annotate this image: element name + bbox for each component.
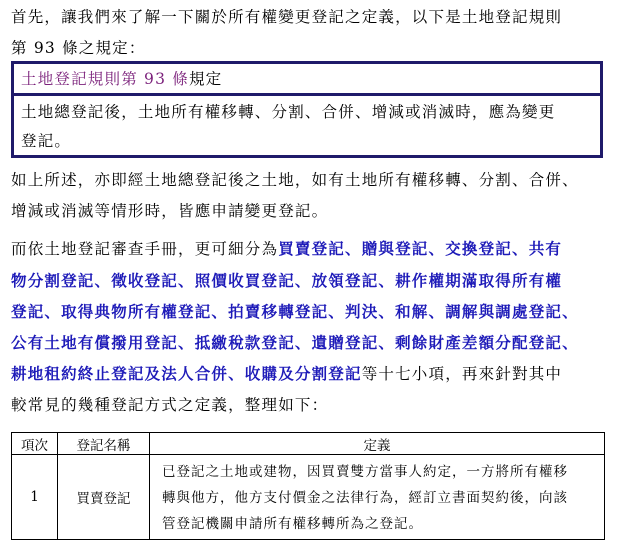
table-header-row	[12, 433, 605, 455]
explanation-line-2: 增減或消滅等情形時，皆應申請變更登記。	[11, 202, 329, 220]
explanation-paragraph	[11, 165, 607, 227]
categories-lead-text: 而依土地登記審查手冊，更可細分為	[11, 240, 279, 258]
definition-table	[11, 432, 605, 540]
rule-title-highlight: 土地登記規則第 93 條	[21, 70, 189, 88]
categories-line-3: 登記、取得典物所有權登記、拍賣移轉登記、判決、和解、調解與調處登記、	[11, 302, 579, 321]
header-item-number: 項次	[12, 433, 58, 455]
explanation-line-1: 如上所述，亦即經土地總登記後之土地，如有土地所有權移轉、分割、合併、	[11, 171, 579, 189]
header-registration-name: 登記名稱	[58, 433, 150, 455]
rule-body-line-1: 土地總登記後，土地所有權移轉、分割、合併、增減或消滅時，應為變更	[21, 103, 556, 121]
table-row	[12, 455, 605, 540]
categories-line-2: 物分割登記、徵收登記、照價收買登記、放領登記、耕作權期滿取得所有權	[11, 271, 563, 290]
categories-line-5	[11, 358, 607, 390]
categories-tail-text: 等十七小項，再來針對其中	[361, 365, 563, 383]
categories-emphasis-1: 買賣登記、贈與登記、交換登記、共有	[278, 239, 563, 258]
categories-paragraph	[11, 233, 607, 421]
header-definition: 定義	[150, 433, 605, 455]
intro-line-1: 首先，讓我們來了解一下關於所有權變更登記之定義，以下是土地登記規則	[11, 8, 563, 26]
rule-body	[21, 98, 601, 156]
rule-title	[14, 64, 600, 96]
rule-quote-box	[11, 61, 603, 158]
intro-paragraph	[11, 2, 607, 64]
definition-line-1: 已登記之土地或建物，因買賣雙方當事人約定，一方將所有權移	[162, 464, 568, 480]
rule-title-suffix: 規定	[188, 70, 223, 88]
categories-emphasis-5: 耕地租約終止登記及法人合併、收購及分割登記	[11, 364, 362, 383]
definition-line-3: 管登記機關申請所有權移轉所為之登記。	[162, 516, 423, 532]
row-definition	[150, 455, 605, 540]
rule-body-line-2: 登記。	[21, 132, 72, 150]
row-registration-name: 買賣登記	[58, 455, 150, 540]
intro-line-2: 第 93 條之規定：	[11, 39, 146, 57]
row-number: 1	[12, 455, 58, 540]
categories-line-1	[11, 233, 607, 265]
categories-line-6: 較常見的幾種登記方式之定義，整理如下：	[11, 396, 329, 414]
categories-line-4: 公有土地有償撥用登記、抵繳稅款登記、遺贈登記、剩餘財產差額分配登記、	[11, 333, 579, 352]
definition-line-2: 轉與他方，他方支付價金之法律行為，經訂立書面契約後，向該	[162, 490, 568, 506]
